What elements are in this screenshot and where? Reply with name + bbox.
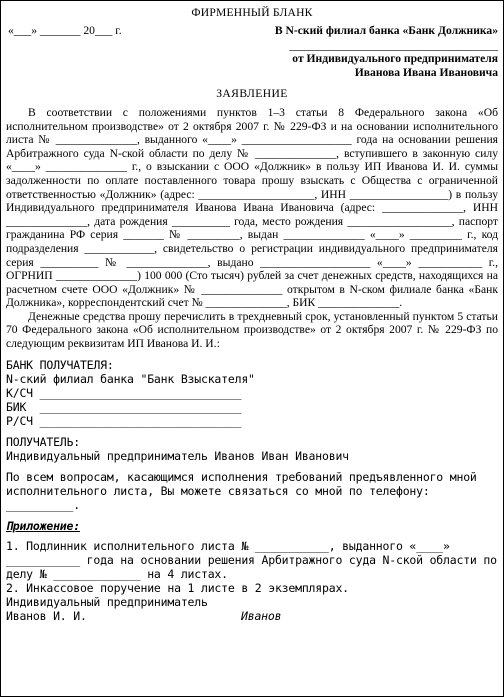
transfer-paragraph: Денежные средства прошу перечислить в трехдневный срок, установленный пунктом 5 статьи 70 Федерального закона «Об исполнительном производстве» от 2 октября 2007 г. № 229-ФЗ по следующим реквизитам ИП Иванова И. И.:: [6, 309, 498, 351]
appendix-title: Приложение:: [6, 518, 80, 533]
form-title: ФИРМЕННЫЙ БЛАНК: [191, 6, 313, 19]
addressee-blank-line: ____________________________________: [289, 39, 498, 53]
main-paragraph: В соответствии с положениями пунктов 1–3 статьи 8 Федерального закона «Об исполнительном производстве» от 2 октября 2007 г. № 229-ФЗ и на основании исполнительного листа № ______________, выданного «____» ___________________ года на основании решения Арбитражного суда N-ской области по делу № ______________, вступившего в законную силу «____» ______________ г., о взыскании с ООО «Должник» в пользу ИП Иванова И. И. суммы задолженности по оплате поставленного товара прошу взыскать с Общества с ограниченной ответственностью «Должник» (адрес: ____________________, ИНН _________________) в пользу Индивидуального предпринимателя Иванова Ивана Ивановича (адрес: ______________, ИНН ______________, дата рождения __________ года, место рождения __________________, паспорт гражданина РФ серия _______ № _________, выдан ______________ «____» _________ г., код подразделения ____________, свидетельство о регистрации индивидуального предпринимателя серия __________ № ______________, выдано ___________________ «____» ___________ г., ОГРНИП ______________) 100 000 (Сто тысяч) рублей за счет денежных средств, находящихся на расчетном счете ООО «Должник» № ______________ открытом в N-ском филиале банка «Банк Должника», корреспондентский счет № ______________, БИК ______________.: [6, 105, 498, 310]
recipient-block: [6, 435, 498, 512]
sender-line-2: Иванова Ивана Ивановича: [354, 65, 498, 79]
date-and-recipient-row: [6, 24, 498, 38]
signer-name: Иванов И. И.: [6, 608, 87, 623]
correspondent-account-line: К/СЧ ______________________________: [6, 385, 242, 400]
recipient-bank-title: БАНК ПОЛУЧАТЕЛЯ:: [6, 357, 114, 372]
recipient-title: ПОЛУЧАТЕЛЬ:: [6, 434, 80, 449]
appendix-item-2: 2. Инкассовое поручение на 1 листе в 2 экземплярах.: [6, 580, 349, 595]
sender-line-1: от Индивидуального предпринимателя: [292, 52, 498, 66]
appendix-block: [6, 519, 498, 623]
signature: Иванов: [241, 608, 282, 623]
date-line: «___» _______ 20___ г.: [8, 23, 122, 37]
signature-row: [6, 609, 498, 623]
signer-role: Индивидуальный предприниматель: [6, 594, 208, 609]
recipient-bank-name: N-ский филиал банка "Банк Взыскателя": [6, 371, 255, 386]
recipient-name: Индивидуальный предприниматель Иванов Иван Иванович: [6, 448, 349, 463]
settlement-account-line: Р/СЧ ______________________________: [6, 413, 242, 428]
document-heading: ЗАЯВЛЕНИЕ: [216, 87, 288, 101]
recipient-bank-block: [6, 358, 498, 428]
appendix-item-1: 1. Подлинник исполнительного листа № ___________, выданного «____» ___________ года на основании решения Арбитражного суда N-ской области по делу № _____________ на 4 листах.: [6, 538, 497, 581]
bik-line: БИК ______________________________: [6, 399, 242, 414]
contact-text: По всем вопросам, касающимся исполнения требований предъявленного мной исполнительного листа, Вы можете связаться со мной по телефону: __________.: [6, 469, 477, 512]
bank-addressee: В N-ский филиал банка «Банк Должника»: [274, 23, 498, 37]
